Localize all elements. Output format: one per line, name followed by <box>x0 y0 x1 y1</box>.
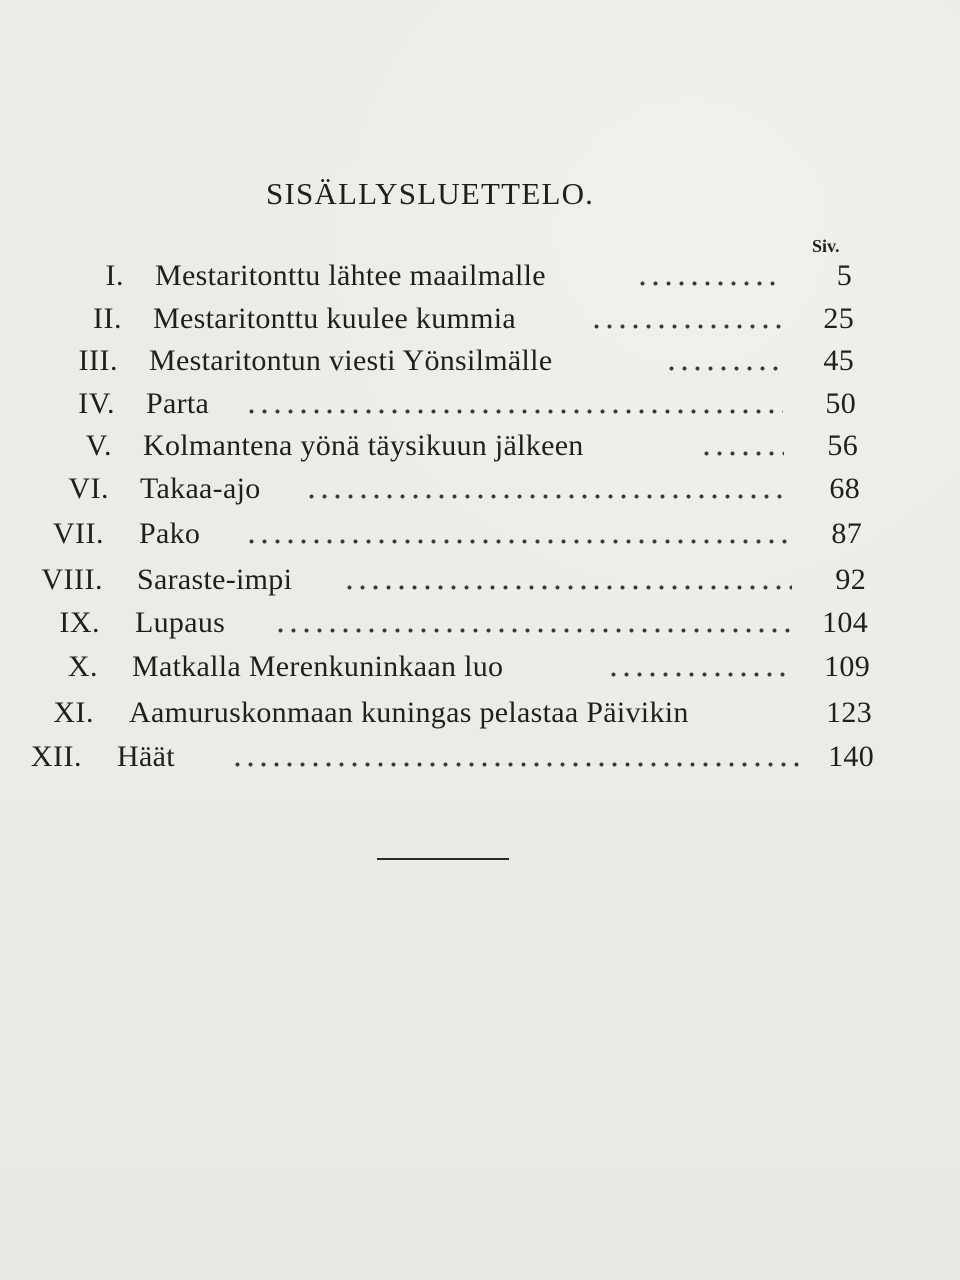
page-number: 68 <box>829 472 860 505</box>
chapter-number: VI. <box>68 472 109 505</box>
chapter-number: IX. <box>59 606 100 639</box>
chapter-number: VIII. <box>41 563 103 596</box>
section-divider <box>377 858 509 860</box>
page-number: 5 <box>836 259 852 292</box>
page-number: 50 <box>825 387 856 420</box>
dot-leader <box>274 628 793 633</box>
chapter-number: XI. <box>53 696 94 729</box>
chapter-title: Mestaritonttu kuulee kummia <box>153 302 517 335</box>
chapter-number: II. <box>93 302 122 335</box>
page-number: 140 <box>828 740 874 773</box>
dot-leader <box>636 281 782 286</box>
chapter-title: Saraste-impi <box>137 563 293 596</box>
chapter-title: Parta <box>146 387 210 420</box>
chapter-title: Häät <box>117 740 175 773</box>
toc-entry-12 <box>0 737 960 777</box>
chapter-number: III. <box>78 344 118 377</box>
page-number: 25 <box>823 302 854 335</box>
page-number: 56 <box>827 429 858 462</box>
dot-leader <box>231 762 803 767</box>
dot-leader <box>700 451 784 456</box>
page-number-heading: Siv. <box>812 236 840 256</box>
page-title: SISÄLLYSLUETTELO. <box>266 176 595 211</box>
dot-leader <box>607 672 793 677</box>
toc-entry-10 <box>0 647 960 687</box>
page-number: 123 <box>826 696 872 729</box>
dot-leader <box>590 324 782 329</box>
chapter-number: XII. <box>30 740 82 773</box>
chapter-number: I. <box>105 259 124 292</box>
chapter-title: Matkalla Merenkuninkaan luo <box>132 650 504 683</box>
dot-leader <box>343 585 792 590</box>
dot-leader <box>665 366 782 371</box>
chapter-number: IV. <box>78 387 115 420</box>
dot-leader <box>245 539 788 544</box>
chapter-title: Takaa-ajo <box>140 472 261 505</box>
toc-entry-11 <box>0 693 960 733</box>
page-number: 87 <box>831 517 862 550</box>
page-number: 45 <box>823 344 854 377</box>
chapter-title: Lupaus <box>135 606 226 639</box>
toc-entry-6 <box>0 469 960 509</box>
chapter-title: Mestaritontun viesti Yönsilmälle <box>149 344 553 377</box>
chapter-title: Pako <box>139 517 201 550</box>
toc-entry-8 <box>0 560 960 600</box>
toc-entry-5 <box>0 426 960 466</box>
toc-entry-3 <box>0 341 960 381</box>
page-number: 104 <box>822 606 868 639</box>
dot-leader <box>245 409 783 414</box>
toc-entry-1 <box>0 256 960 296</box>
chapter-title: Aamuruskonmaan kuningas pelastaa Päivikin <box>129 696 689 729</box>
chapter-title: Mestaritonttu lähtee maailmalle <box>155 259 546 292</box>
page-number: 109 <box>824 650 870 683</box>
chapter-number: VII. <box>52 517 104 550</box>
chapter-number: X. <box>67 650 98 683</box>
page-number: 92 <box>835 563 866 596</box>
toc-entry-9 <box>0 603 960 643</box>
toc-entry-4 <box>0 384 960 424</box>
chapter-number: V. <box>85 429 112 462</box>
chapter-title: Kolmantena yönä täysikuun jälkeen <box>143 429 584 462</box>
toc-entry-7 <box>0 514 960 554</box>
toc-entry-2 <box>0 299 960 339</box>
dot-leader <box>305 494 785 499</box>
